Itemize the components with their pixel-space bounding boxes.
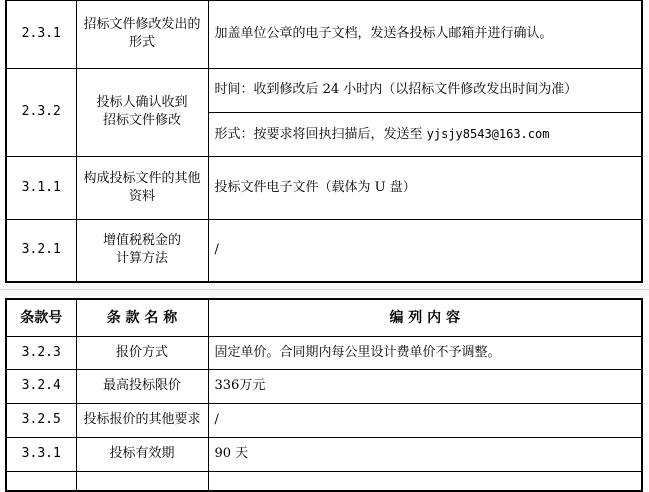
clause-number [6,471,76,491]
page-break-gap [0,284,649,296]
clause-number: 3.2.4 [6,369,76,403]
clause-number: 3.1.1 [6,156,76,219]
table-row [6,437,642,471]
clause-number: 3.2.5 [6,403,76,437]
bid-terms-table-top [5,0,643,283]
content-text: 形式：按要求将回执扫描后，发送至 [214,126,427,142]
table-row [6,336,642,369]
clause-number: 3.3.1 [6,437,76,471]
clause-name: 报价方式 [76,336,208,369]
clause-content: 90 天 [208,437,642,471]
clause-name: 投标有效期 [76,437,208,471]
clause-content: 时间：收到修改后 24 小时内（以招标文件修改发出时间为准） [208,68,642,112]
table-row [6,156,642,219]
clause-content [208,471,642,491]
clause-name [76,219,208,282]
table-row [6,68,642,112]
clause-content: / [208,219,642,282]
table-header-row [6,299,642,336]
clause-number: 3.2.1 [6,219,76,282]
table-row [6,369,642,403]
clause-content: / [208,403,642,437]
clause-name [76,156,208,219]
table-row [6,471,642,491]
clause-content: 固定单价。合同期内每公里设计费单价不予调整。 [208,336,642,369]
header-clause-content: 编 列 内 容 [208,299,642,336]
clause-name-line: 招标文件修改 [102,113,181,128]
clause-name-line: 资料 [128,188,155,204]
clause-name-line: 形式 [128,35,155,51]
email-address: yjsjy8543@163.com [426,126,550,141]
clause-content: 加盖单位公章的电子文档，发送各投标人邮箱并进行确认。 [208,0,642,68]
max-bid-price: 336万元 [208,369,642,403]
clause-name-line: 计算方法 [115,251,168,267]
page-break-line [0,289,649,290]
header-clause-name: 条 款 名 称 [76,299,208,336]
clause-name-line: 招标文件修改发出的 [83,17,201,33]
bid-terms-table-bottom [5,298,643,492]
clause-content [208,112,642,156]
table-row [6,0,642,68]
header-clause-number: 条款号 [6,299,76,336]
clause-name [76,471,208,491]
clause-number: 2.3.1 [6,0,76,68]
clause-name-line: 构成投标文件的其他 [83,170,201,186]
clause-name: 投标报价的其他要求 [76,403,208,437]
table-row [6,219,642,282]
clause-name [76,68,208,156]
clause-name-line: 增值税税金的 [102,233,181,249]
table-row [6,403,642,437]
clause-name-line: 投标人确认收到 [96,95,188,110]
clause-name [76,0,208,68]
clause-number: 3.2.3 [6,336,76,369]
clause-name: 最高投标限价 [76,369,208,403]
clause-number: 2.3.2 [6,68,76,156]
clause-content: 投标文件电子文件（载体为 U 盘） [208,156,642,219]
